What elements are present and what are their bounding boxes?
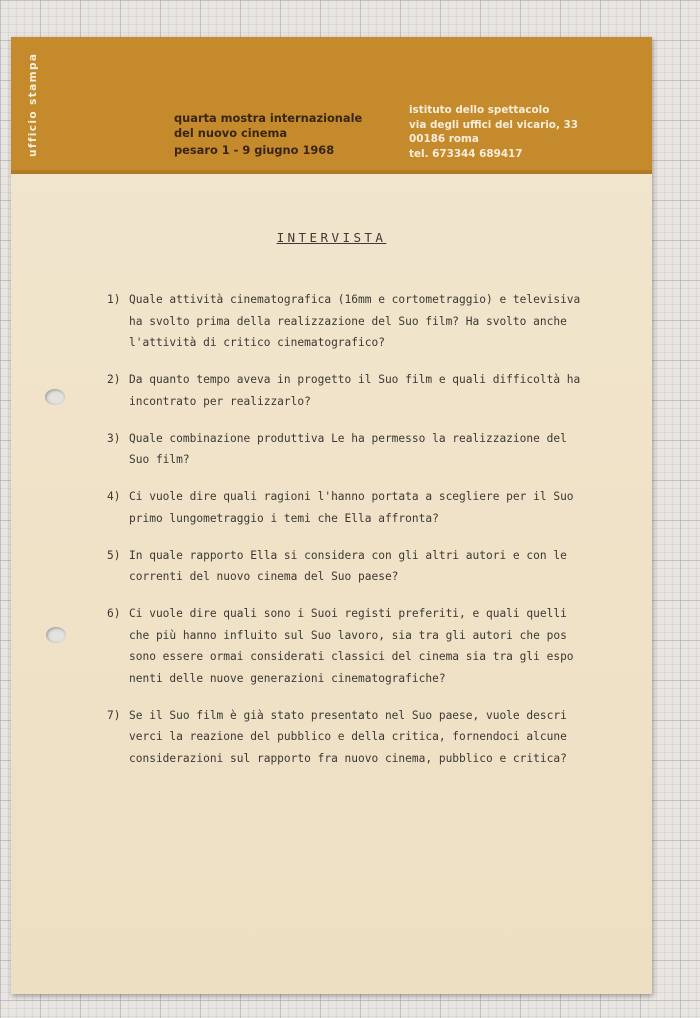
question-4 xyxy=(107,486,647,529)
question-text xyxy=(129,289,647,354)
question-list xyxy=(107,289,647,785)
question-text xyxy=(129,705,647,770)
question-2 xyxy=(107,369,647,412)
question-3 xyxy=(107,428,647,471)
question-number: 6) xyxy=(107,607,121,620)
institute-city: 00186 roma xyxy=(409,133,479,145)
institute-name: istituto dello spettacolo xyxy=(409,104,550,116)
question-text xyxy=(129,545,647,588)
question-line: Suo film? xyxy=(129,453,190,466)
event-dates: pesaro 1 - 9 giugno 1968 xyxy=(174,143,335,157)
event-info xyxy=(174,111,362,158)
event-line-1: quarta mostra internazionale xyxy=(174,111,363,125)
question-number: 2) xyxy=(107,373,121,386)
question-number: 1) xyxy=(107,293,121,306)
question-1 xyxy=(107,289,647,354)
institute-phone: tel. 673344 689417 xyxy=(409,147,523,160)
punch-hole-top xyxy=(45,389,65,405)
question-line: verci la reazione del pubblico e della critica, fornendoci alcune xyxy=(129,730,567,743)
question-line: incontrato per realizzarlo? xyxy=(129,394,311,408)
document-title: INTERVISTA xyxy=(276,230,387,245)
office-stamp-label: ufficio stampa xyxy=(27,52,39,157)
event-line-2: del nuovo cinema xyxy=(174,126,288,140)
question-line: sono essere ormai considerati classici del cinema sia tra gli espo xyxy=(129,650,574,663)
question-line: considerazioni sul rapporto fra nuovo cinema, pubblico e critica? xyxy=(129,751,567,765)
institute-address xyxy=(409,103,578,161)
question-line: Ci vuole dire quali ragioni l'hanno portata a scegliere per il Suo xyxy=(129,490,574,503)
question-text xyxy=(129,369,647,412)
interview-sheet xyxy=(11,37,652,994)
question-line: primo lungometraggio i temi che Ella affronta? xyxy=(129,511,439,525)
question-number: 5) xyxy=(107,548,121,562)
question-line: ha svolto prima della realizzazione del Suo film? Ha svolto anche xyxy=(129,314,567,328)
institute-street: via degli uffici del vicario, 33 xyxy=(409,118,578,131)
punch-hole-bottom xyxy=(46,627,66,643)
question-line: Da quanto tempo aveva in progetto il Suo film e quali difficoltà ha xyxy=(129,373,581,386)
question-line: che più hanno influito sul Suo lavoro, sia tra gli autori che pos xyxy=(129,628,567,642)
question-line: Ci vuole dire quali sono i Suoi registi preferiti, e quali quelli xyxy=(129,607,567,620)
question-number: 7) xyxy=(107,708,121,722)
question-line: Se il Suo film è già stato presentato nel Suo paese, vuole descri xyxy=(129,708,567,722)
question-line: correnti del nuovo cinema del Suo paese? xyxy=(129,570,399,583)
question-line: Quale combinazione produttiva Le ha permesso la realizzazione del xyxy=(129,431,567,445)
question-text xyxy=(129,603,647,689)
question-text xyxy=(129,486,647,529)
question-5 xyxy=(107,545,647,588)
question-text xyxy=(129,428,647,471)
question-number: 3) xyxy=(107,431,121,445)
question-number: 4) xyxy=(107,490,121,503)
question-line: nenti delle nuove generazioni cinematografiche? xyxy=(129,671,446,685)
question-line: Quale attività cinematografica (16mm e cortometraggio) e televisiva xyxy=(129,293,581,306)
question-7 xyxy=(107,705,647,770)
letterhead-band xyxy=(11,37,652,174)
question-line: In quale rapporto Ella si considera con gli altri autori e con le xyxy=(129,548,567,562)
question-6 xyxy=(107,603,647,689)
question-line: l'attività di critico cinematografico? xyxy=(129,336,385,349)
